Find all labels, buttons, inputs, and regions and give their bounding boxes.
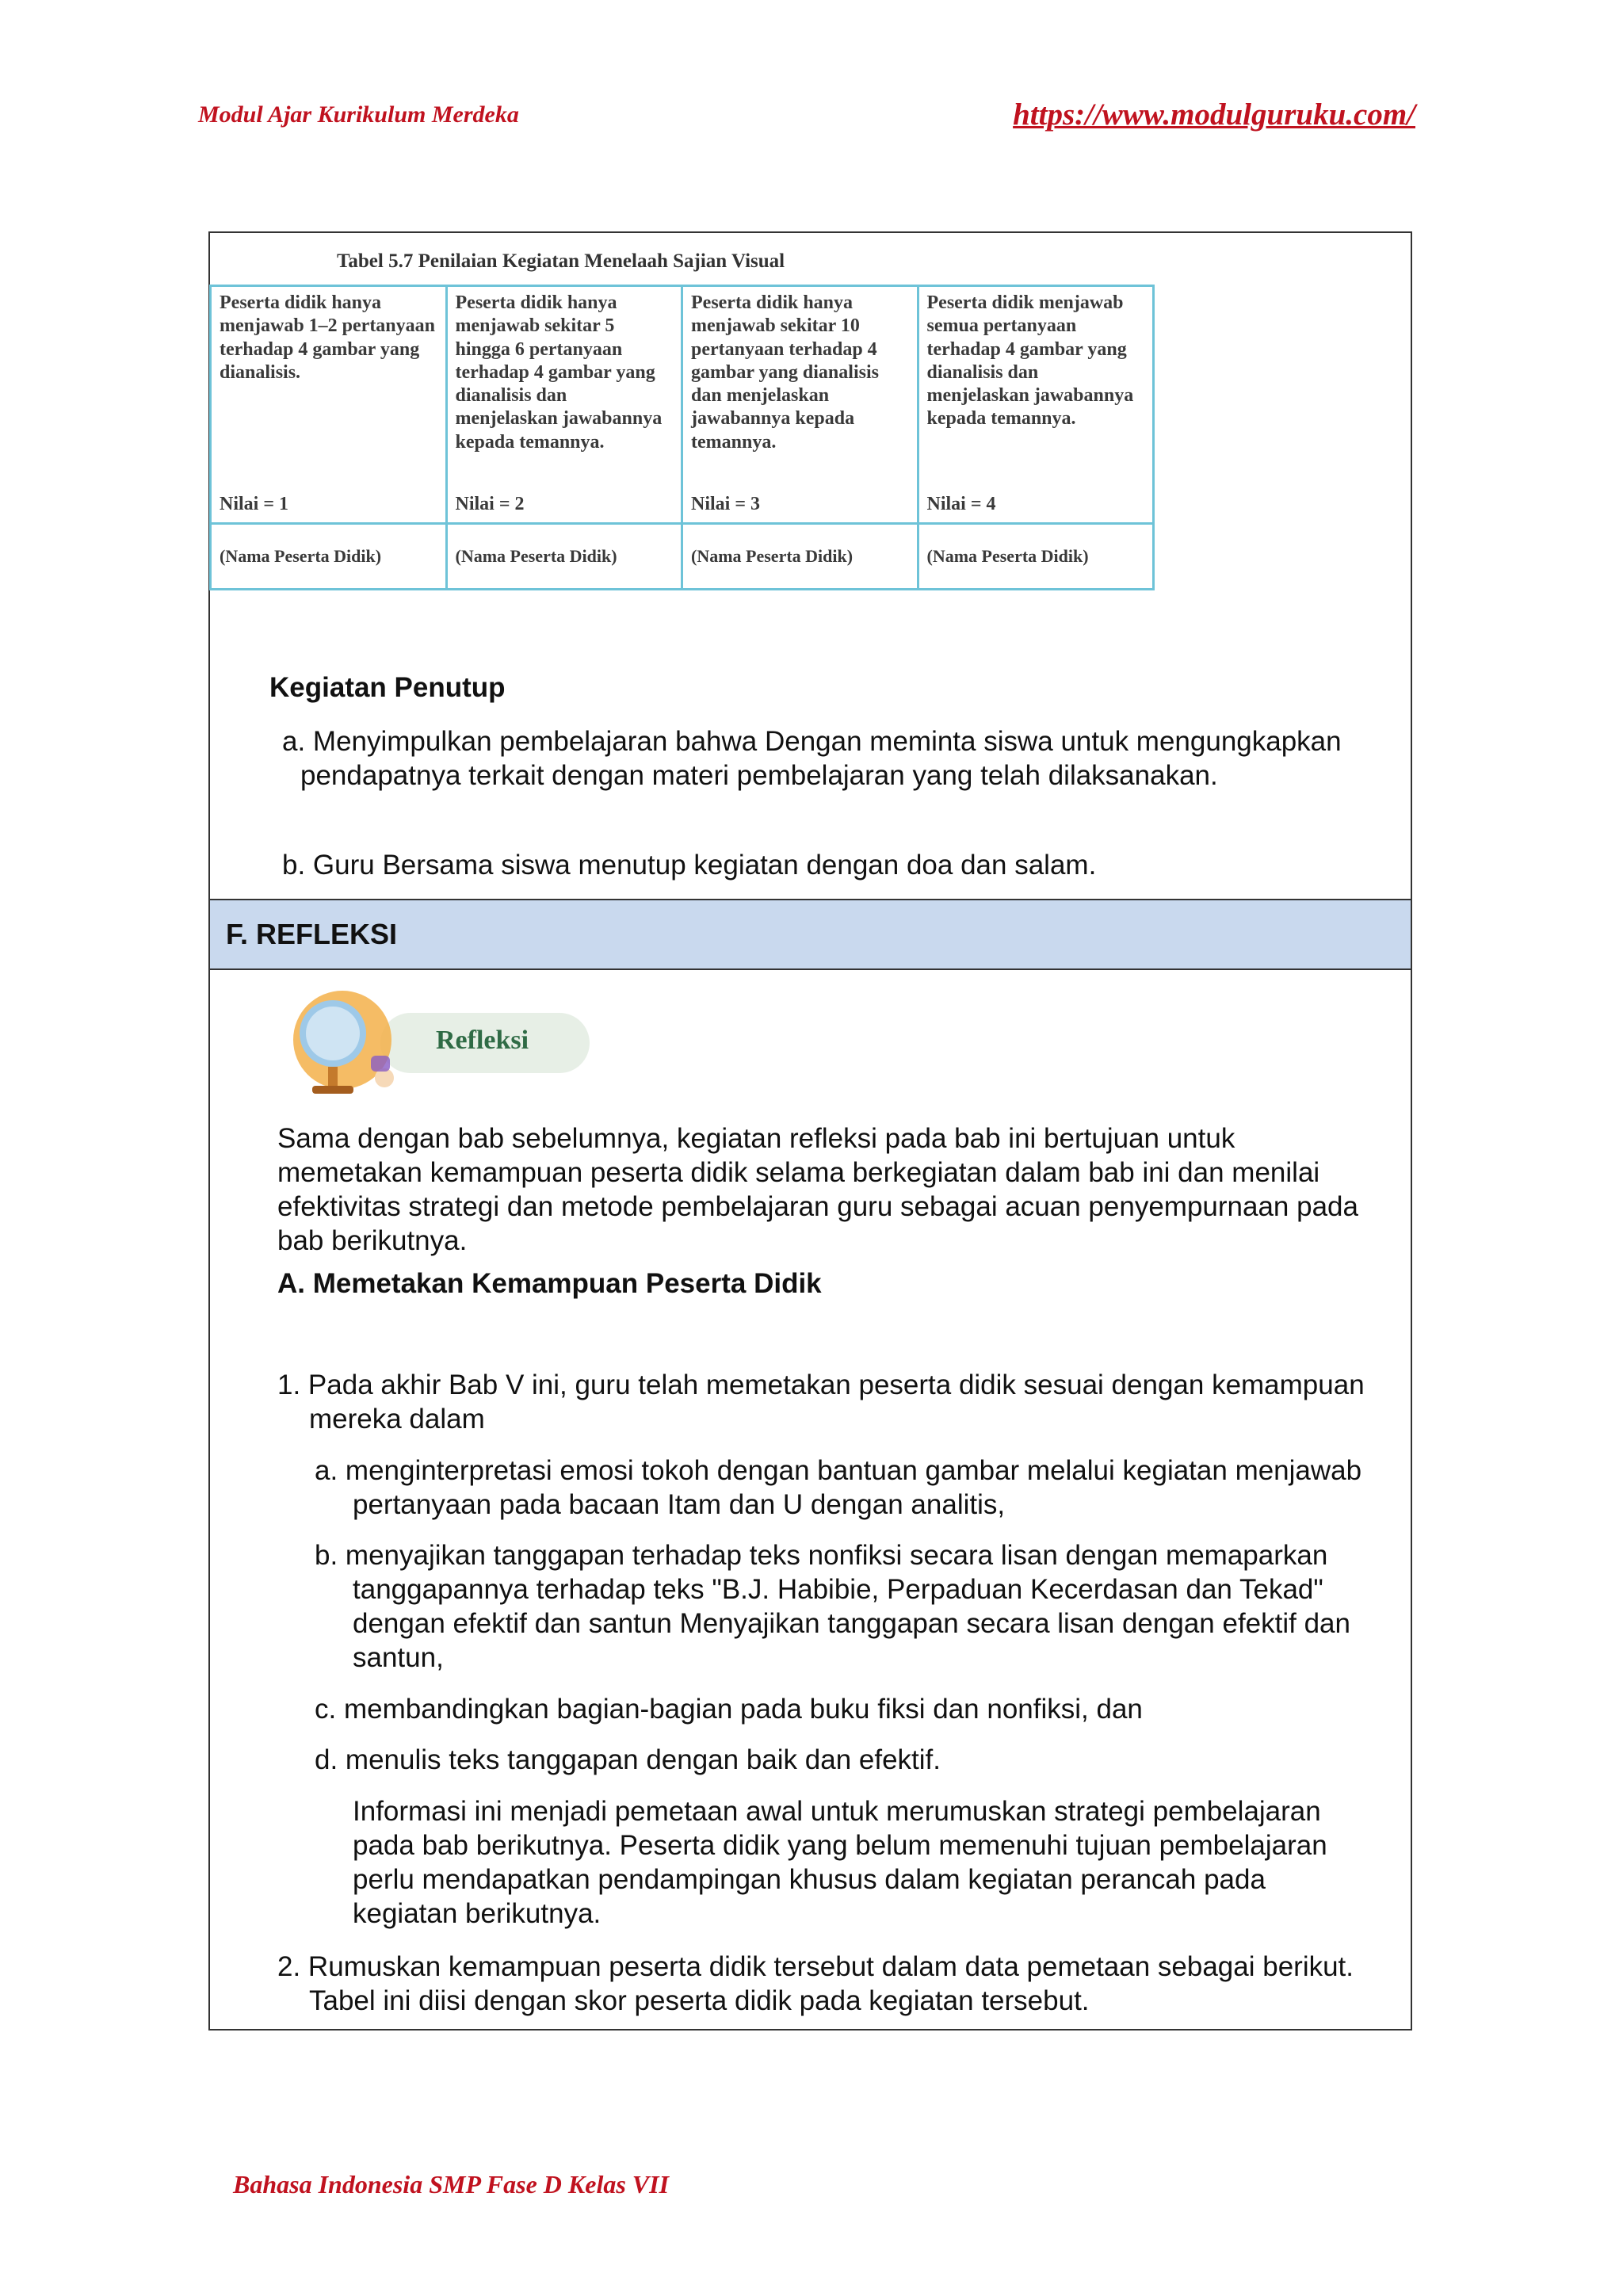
rubric-score: Nilai = 2 (455, 494, 525, 515)
rubric-cell (211, 286, 447, 524)
rubric-description: Peserta didik hanya menjawab sekitar 10 pertanyaan terhadap 4 gambar yang dianalisis dan menjelaskan jawabannya kepada temannya. (691, 292, 879, 453)
refleksi-badge-label: Refleksi (436, 1026, 529, 1055)
refleksi-sub-c: c. membandingkan bagian-bagian pada buku fiksi dan nonfiksi, dan (315, 1694, 1143, 1725)
rubric-score: Nilai = 1 (220, 494, 289, 515)
student-name-cell: (Nama Peserta Didik) (446, 524, 682, 590)
rubric-description: Peserta didik menjawab semua pertanyaan terhadap 4 gambar yang dianalisis dan menjelaskan jawabannya kepada temannya. (926, 292, 1134, 430)
rubric-description: Peserta didik hanya menjawab 1–2 pertanyaan terhadap 4 gambar yang dianalisis. (220, 292, 436, 383)
rubric-cell (682, 286, 918, 524)
header-website-link[interactable]: https://www.modulguruku.com/ (1013, 97, 1415, 132)
student-name-cell: (Nama Peserta Didik) (211, 524, 447, 590)
refleksi-intro: Sama dengan bab sebelumnya, kegiatan refleksi pada bab ini bertujuan untuk memetakan kemampuan peserta didik selama berkegiatan dalam bab ini dan menilai efektivitas strategi dan metode pembelajaran guru sebagai acuan penyempurnaan pada bab berikutnya. (277, 1123, 1358, 1256)
mirror-icon (277, 984, 420, 1103)
rubric-name-row (211, 524, 1154, 590)
rubric-table-title: Tabel 5.7 Penilaian Kegiatan Menelaah Sajian Visual (337, 250, 785, 272)
rubric-description: Peserta didik hanya menjawab sekitar 5 hingga 6 pertanyaan terhadap 4 gambar yang dianalisis dan menjelaskan jawabannya kepada temannya. (455, 292, 663, 453)
refleksi-subheading: A. Memetakan Kemampuan Peserta Didik (277, 1268, 822, 1299)
refleksi-section-banner (208, 899, 1412, 970)
refleksi-badge (277, 984, 594, 1103)
refleksi-item-2: 2. Rumuskan kemampuan peserta didik tersebut dalam data pemetaan sebagai berikut. Tabel ini diisi dengan skor peserta didik pada kegiatan tersebut. (277, 1951, 1354, 2016)
rubric-score: Nilai = 4 (926, 494, 996, 515)
rubric-cell (446, 286, 682, 524)
refleksi-sub-d: d. menulis teks tanggapan dengan baik dan efektif. (315, 1744, 941, 1775)
rubric-description-row (211, 286, 1154, 524)
penutup-heading: Kegiatan Penutup (269, 672, 506, 703)
rubric-score: Nilai = 3 (691, 494, 761, 515)
penutup-item-b: b. Guru Bersama siswa menutup kegiatan dengan doa dan salam. (282, 850, 1097, 881)
header-module-title: Modul Ajar Kurikulum Merdeka (198, 101, 519, 128)
penutup-item-a: a. Menyimpulkan pembelajaran bahwa Dengan meminta siswa untuk mengungkapkan pendapatnya terkait dengan materi pembelajaran yang telah dilaksanakan. (282, 726, 1342, 791)
student-name-cell: (Nama Peserta Didik) (682, 524, 918, 590)
rubric-table (209, 285, 1155, 590)
refleksi-info: Informasi ini menjadi pemetaan awal untuk merumuskan strategi pembelajaran pada bab berikutnya. Peserta didik yang belum memenuhi tujuan pembelajaran perlu mendapatkan pendampingan khusus dalam kegiatan perancah pada kegiatan berikutnya. (353, 1796, 1327, 1929)
footer-subject: Bahasa Indonesia SMP Fase D Kelas VII (233, 2170, 670, 2199)
refleksi-section-title: F. REFLEKSI (226, 918, 398, 950)
refleksi-item-1: 1. Pada akhir Bab V ini, guru telah memetakan peserta didik sesuai dengan kemampuan mereka dalam (277, 1370, 1365, 1435)
refleksi-sub-b: b. menyajikan tanggapan terhadap teks nonfiksi secara lisan dengan memaparkan tanggapannya terhadap teks "B.J. Habibie, Perpaduan Kecerdasan dan Tekad" dengan efektif dan santun Menyajikan tanggapan secara lisan dengan efektif dan santun, (315, 1540, 1350, 1673)
refleksi-sub-a: a. menginterpretasi emosi tokoh dengan bantuan gambar melalui kegiatan menjawab pertanyaan pada bacaan Itam dan U dengan analitis, (315, 1455, 1362, 1520)
student-name-cell: (Nama Peserta Didik) (918, 524, 1154, 590)
rubric-cell (918, 286, 1154, 524)
